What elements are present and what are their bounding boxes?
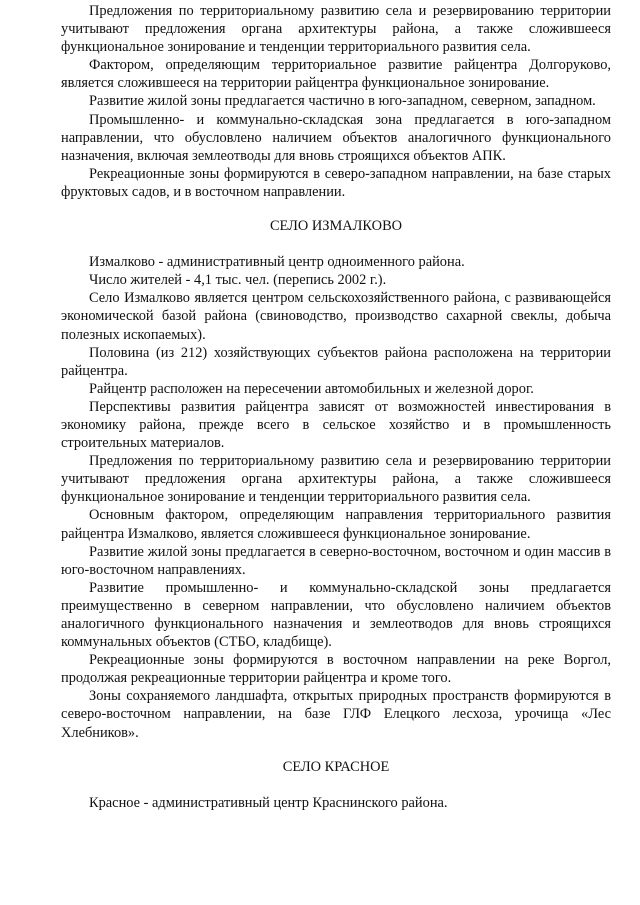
paragraph: Зоны сохраняемого ландшафта, открытых природных пространств формируются в северо-восточном направлении, на базе ГЛФ Елецкого лесхоза, урочища «Лес Хлебников». — [61, 688, 611, 741]
paragraph: Красное - административный центр Краснинского района. — [89, 794, 448, 811]
paragraph: Измалково - административный центр одноименного района. — [89, 254, 465, 271]
paragraph: Половина (из 212) хозяйствующих субъектов района расположена на территории райцентра. — [61, 344, 611, 379]
section-heading-krasnoe: СЕЛО КРАСНОЕ — [282, 758, 390, 775]
paragraph: Число жителей - 4,1 тыс. чел. (перепись 2002 г.). — [89, 272, 387, 289]
paragraph: Рекреационные зоны формируются в северо-западном направлении, на базе старых фруктовых садов, и в восточном направлении. — [61, 165, 611, 200]
section-krasnoe — [61, 794, 611, 812]
paragraph: Фактором, определяющим территориальное развитие райцентра Долгоруково, является сложившееся на территории райцентра функциональное зонирование. — [61, 57, 611, 92]
paragraph: Рекреационные зоны формируются в восточном направлении на реке Воргол, продолжая рекреационные территории райцентра и кроме того. — [61, 652, 611, 687]
paragraph: Промышленно- и коммунально-складская зона предлагается в юго-западном направлении, что обусловлено наличием объектов аналогичного функционального назначения, включая землеотводы для вновь строящихся объектов АПК. — [61, 111, 611, 164]
paragraph: Предложения по территориальному развитию села и резервированию территории учитывают предложения органа архитектуры района, а также сложившееся функциональное зонирование и тенденции территориального развития села. — [61, 453, 611, 506]
paragraph: Село Измалково является центром сельскохозяйственного района, с развивающейся экономической базой района (свиноводство, производство сахарной свеклы, добыча полезных ископаемых). — [61, 290, 611, 343]
paragraph: Развитие жилой зоны предлагается частично в юго-западном, северном, западном. — [89, 93, 596, 110]
paragraph: Развитие промышленно- и коммунально-складской зоны предлагается преимущественно в северном направлении, что обусловлено наличием объектов аналогичного функционального назначения и землеотводов для вновь строящихся коммунальных объектов (СТБО, кладбище). — [61, 579, 611, 651]
paragraph: Райцентр расположен на пересечении автомобильных и железной дорог. — [89, 380, 534, 397]
paragraph: Развитие жилой зоны предлагается в северно-восточном, восточном и один массив в юго-восточном направлениях. — [61, 543, 611, 578]
section-intro — [61, 2, 611, 201]
paragraph: Перспективы развития райцентра зависят от возможностей инвестирования в экономику района, прежде всего в сельское хозяйство и в промышленность строительных материалов. — [61, 398, 611, 452]
section-heading-izmalkovo: СЕЛО ИЗМАЛКОВО — [269, 218, 403, 235]
section-izmalkovo — [61, 253, 611, 742]
paragraph: Основным фактором, определяющим направления территориального развития райцентра Измалково, является сложившееся функциональное зонирование. — [61, 507, 611, 542]
document-page — [61, 2, 611, 812]
paragraph: Предложения по территориальному развитию села и резервированию территории учитывают предложения органа архитектуры района, а также сложившееся функциональное зонирование и тенденции территориального развития села. — [61, 3, 611, 56]
